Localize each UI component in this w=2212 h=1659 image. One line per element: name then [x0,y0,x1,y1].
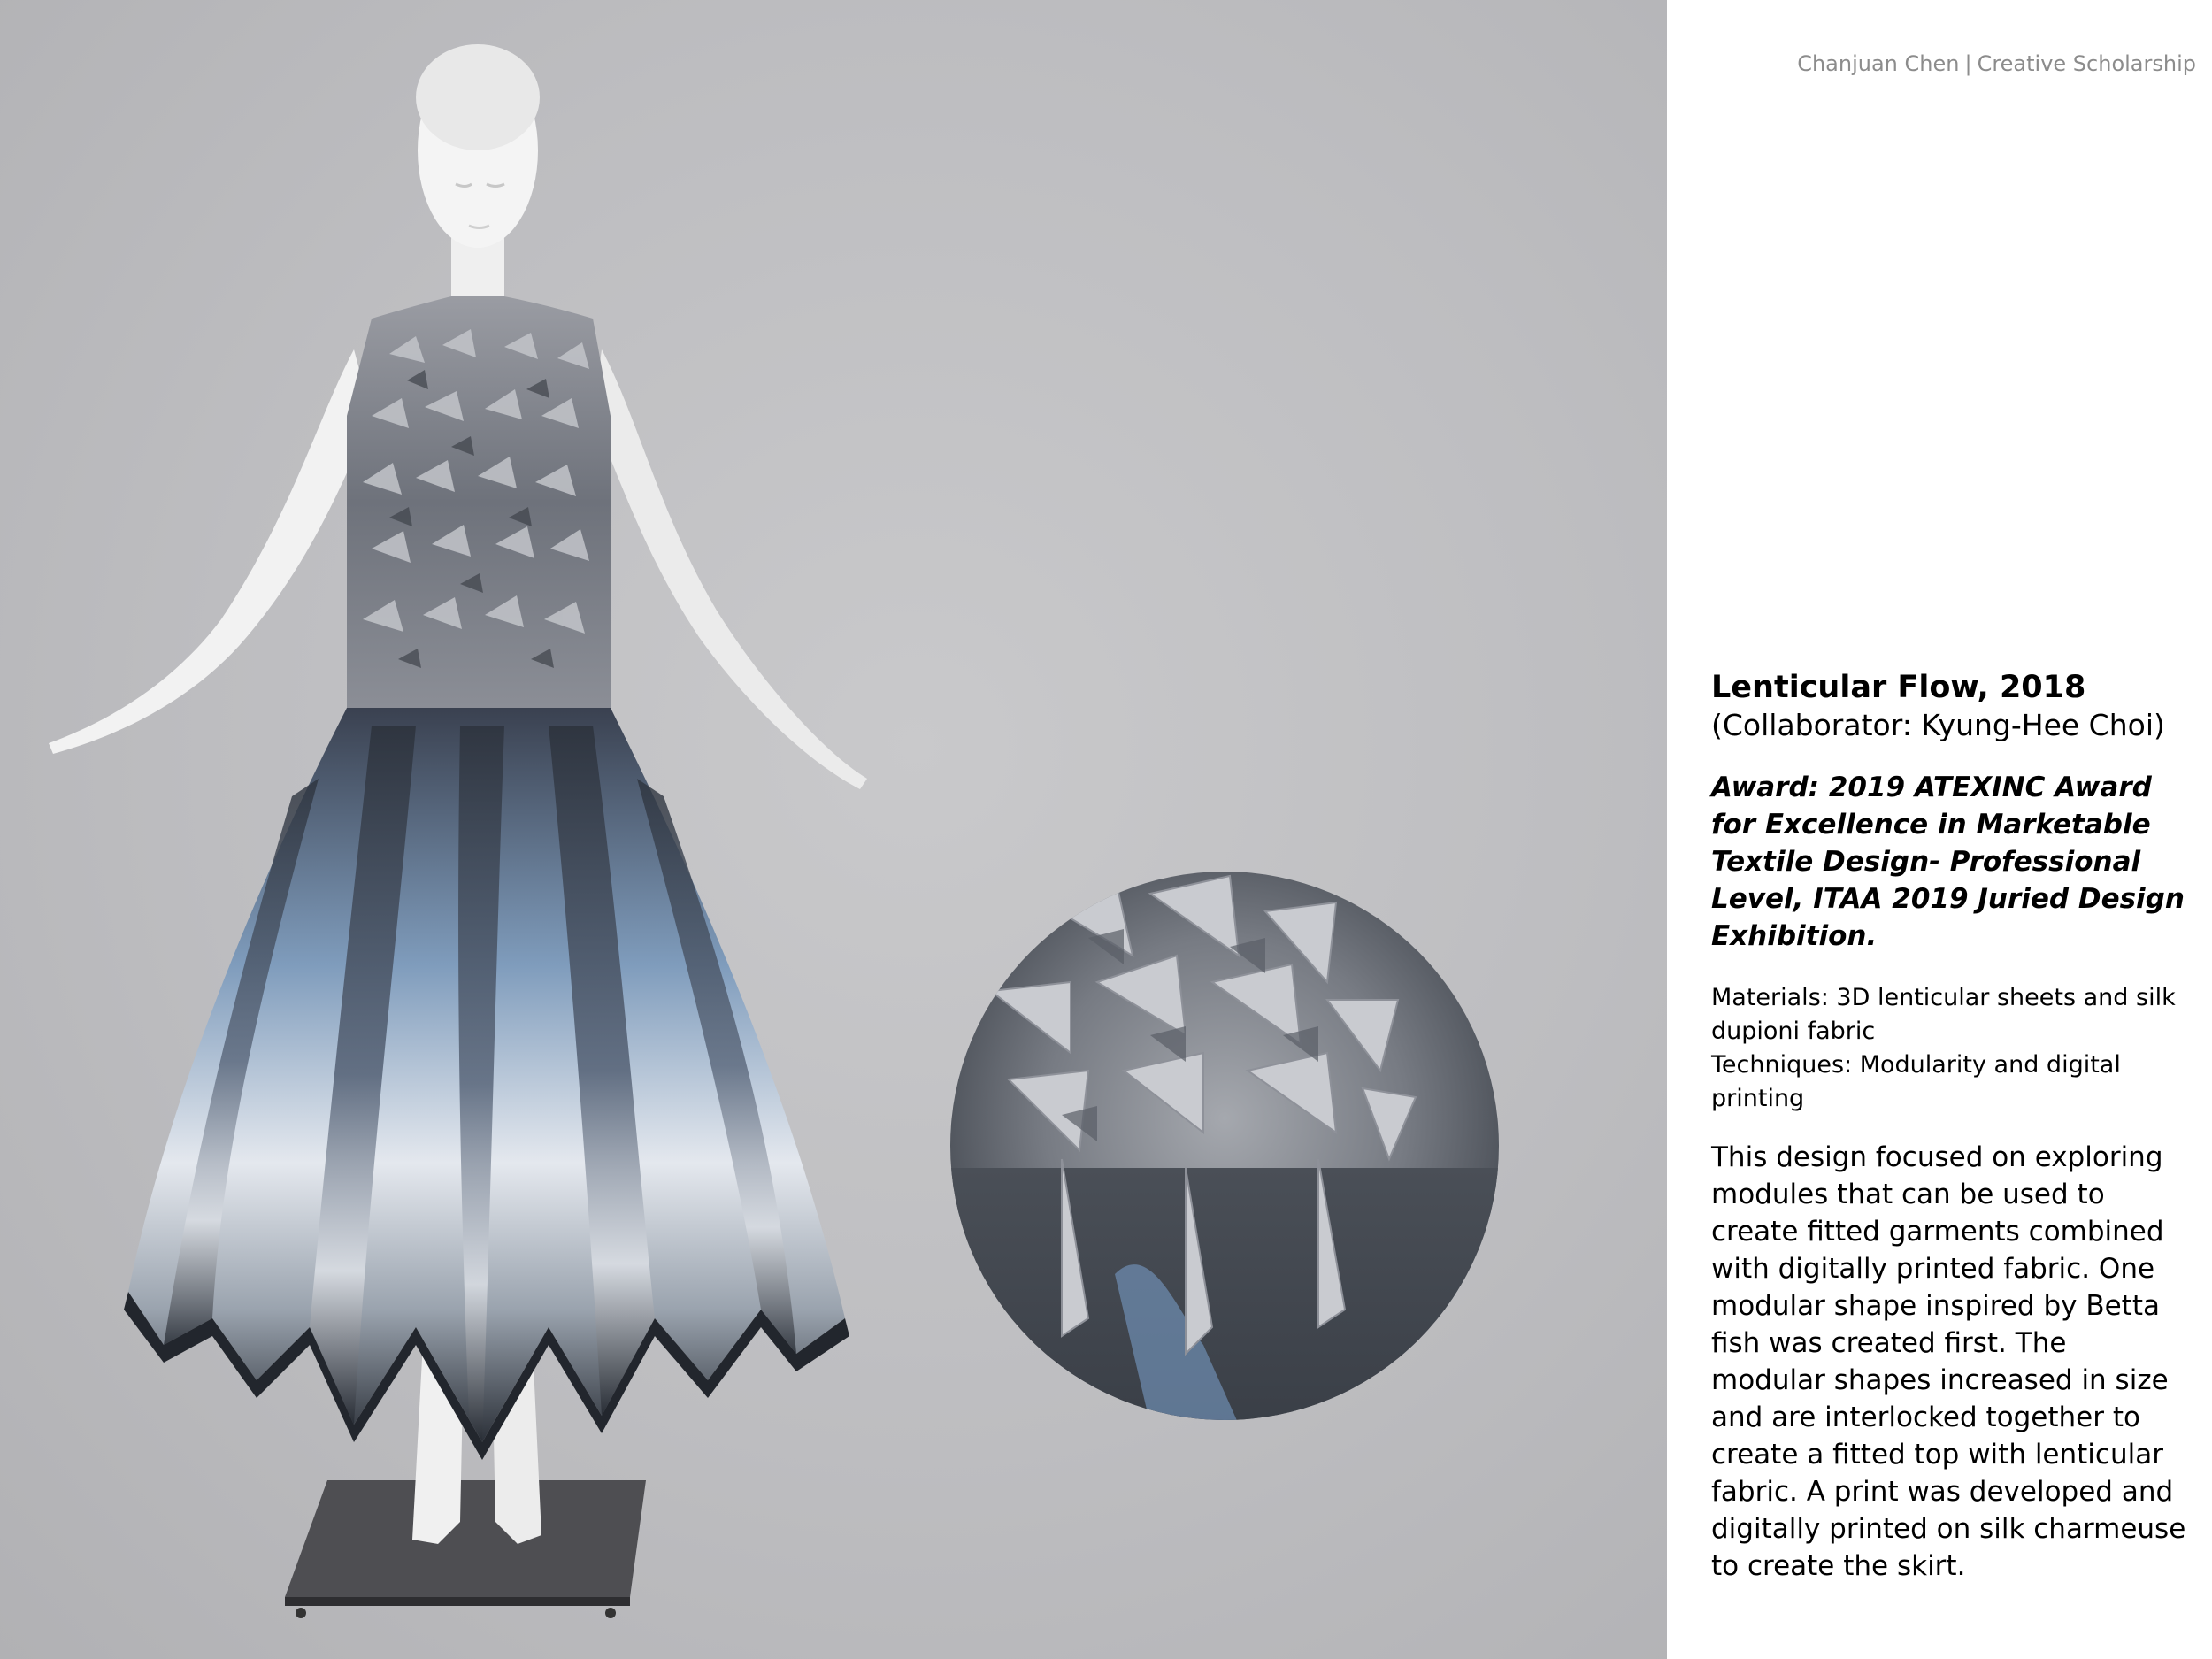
section-name: Creative Scholarship [1977,51,2196,76]
work-info [1711,668,2189,1585]
mannequin-head [416,44,540,319]
author-name: Chanjuan Chen [1797,51,1960,76]
lenticular-bodice [347,296,611,708]
collaborator-line: (Collaborator: Kyung-Hee Choi) [1711,708,2165,742]
detail-close-up [950,872,1499,1425]
display-stand [285,1480,646,1618]
materials-text: Materials: 3D lenticular sheets and silk dupioni fabric [1711,984,2176,1045]
award-text: Award: 2019 ATEXINC Award for Excellence in Marketable Textile Design- Professional Level, ITAA 2019 Juried Design Exhibition. [1711,772,2185,952]
description-text: This design focused on exploring modules that can be used to create fitted garments combined with digitally printed fabric. One modular shape inspired by Betta fish was created first. The modular shapes increased in size and are interlocked together to create a fitted top with lenticular fabric. A print was developed and digitally printed on silk charmeuse to create the skirt. [1711,1141,2186,1582]
caption-panel [1667,0,2212,1659]
techniques-text: Techniques: Modularity and digital printing [1711,1051,2121,1112]
slide-header [1797,51,2196,76]
work-title: Lenticular Flow, 2018 [1711,670,2086,705]
printed-silk-skirt [124,708,849,1460]
header-separator: | [1964,51,1972,76]
